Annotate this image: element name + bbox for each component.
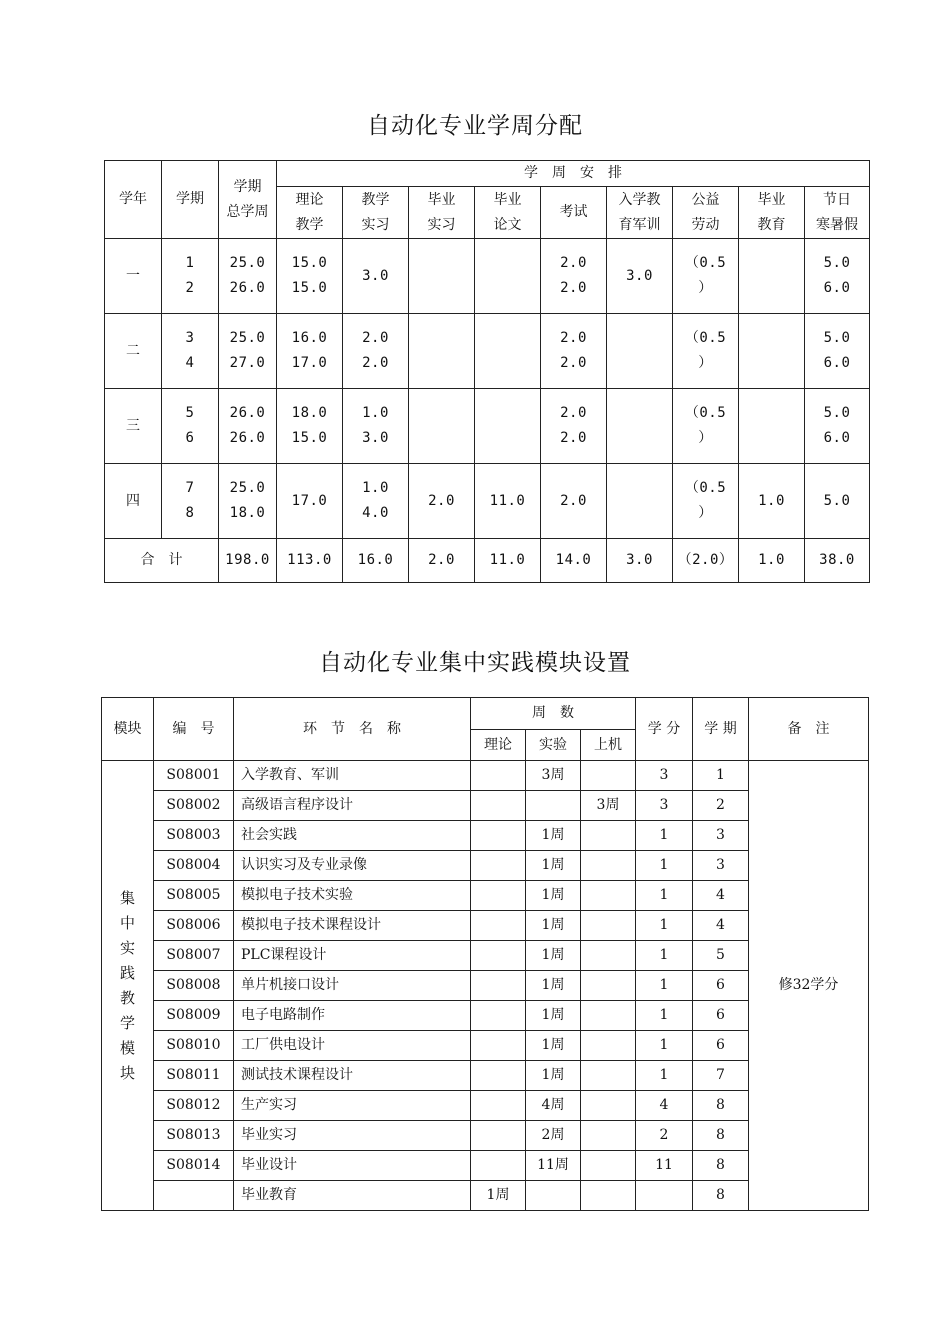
public-labor-weeks-line1: （0.5: [684, 255, 727, 271]
row-name: 毕业实习: [234, 1121, 471, 1151]
row-name: 毕业设计: [234, 1151, 471, 1181]
theory-weeks-line2: 15.0: [291, 430, 328, 446]
thesis-weeks: [475, 314, 541, 389]
total-weeks: [219, 314, 277, 389]
row-semester: 6: [693, 1031, 749, 1061]
header-teaching-practice-line1: 教学: [361, 191, 390, 208]
row-credit: 1: [636, 821, 693, 851]
total-weeks-line1: 25.0: [229, 480, 266, 496]
grad-internship-weeks-line2: 2.0: [428, 492, 455, 509]
exam-weeks-line2: 2.0: [560, 430, 587, 446]
exam-weeks: [541, 464, 607, 539]
year-row: [105, 464, 870, 539]
row-semester: 6: [693, 971, 749, 1001]
row-credit: 1: [636, 851, 693, 881]
row-name: PLC课程设计: [234, 941, 471, 971]
total-weeks-line2: 18.0: [229, 505, 266, 521]
module-char: 学: [119, 1013, 135, 1032]
teaching-practice-weeks-line2: 2.0: [362, 355, 389, 371]
theory-weeks-line1: 15.0: [291, 255, 328, 271]
holiday-weeks-line1: 5.0: [823, 492, 851, 509]
header-thesis-line1: 毕业: [493, 191, 522, 208]
header-thesis: [475, 187, 541, 239]
semester-numbers-line2: 8: [185, 505, 195, 521]
row-credit: 1: [636, 1061, 693, 1091]
row-experiment-weeks: 1周: [526, 821, 581, 851]
total-weeks: [219, 389, 277, 464]
public-labor-weeks-line1: （0.5: [684, 330, 727, 346]
public-labor-weeks-line2: ）: [698, 355, 713, 371]
row-experiment-weeks: 1周: [526, 1061, 581, 1091]
module-char: 教: [119, 988, 135, 1007]
exam-weeks: [541, 239, 607, 314]
military-weeks: [607, 464, 673, 539]
holiday-weeks-line2: 6.0: [823, 280, 851, 296]
theory-weeks: [277, 389, 343, 464]
header-semester: 学 期: [693, 698, 749, 761]
teaching-practice-weeks: [343, 464, 409, 539]
header-code: 编 号: [154, 698, 234, 761]
row-semester: 8: [693, 1181, 749, 1211]
header-public-labor-line1: 公益: [691, 191, 720, 208]
header-grad-education-line2: 教育: [757, 216, 786, 233]
row-code: S08012: [154, 1091, 234, 1121]
exam-weeks-line1: 2.0: [560, 255, 587, 271]
header-remark: 备 注: [749, 698, 869, 761]
teaching-practice-weeks-line1: 2.0: [362, 330, 389, 346]
military-weeks-line1: 3.0: [626, 267, 653, 284]
semester-numbers-line1: 5: [185, 405, 195, 421]
row-name: 模拟电子技术实验: [234, 881, 471, 911]
row-experiment-weeks: [526, 1181, 581, 1211]
semester-numbers: [162, 464, 219, 539]
header-military-training-line1: 入学教: [618, 191, 661, 208]
semester-numbers: [162, 314, 219, 389]
exam-weeks-line2: 2.0: [560, 355, 587, 371]
row-computer-weeks: [581, 1181, 636, 1211]
row-semester: 3: [693, 821, 749, 851]
row-theory-weeks: [471, 1001, 526, 1031]
row-theory-weeks: [471, 881, 526, 911]
public-labor-weeks: [673, 314, 739, 389]
row-code: S08001: [154, 761, 234, 791]
total-total: 198.0: [219, 539, 277, 583]
row-experiment-weeks: 1周: [526, 941, 581, 971]
header-arrangement: 学 周 安 排: [277, 161, 870, 187]
row-credit: 2: [636, 1121, 693, 1151]
exam-weeks: [541, 389, 607, 464]
row-code: S08004: [154, 851, 234, 881]
row-semester: 1: [693, 761, 749, 791]
semester-numbers-line1: 3: [185, 330, 195, 346]
header-name: 环 节 名 称: [234, 698, 471, 761]
teaching-practice-weeks: [343, 314, 409, 389]
exam-weeks-line1: 2.0: [560, 492, 587, 509]
exam-weeks-line1: 2.0: [560, 405, 587, 421]
row-credit: 1: [636, 941, 693, 971]
header-grad-education: [739, 187, 805, 239]
header-total-weeks-line2: 总学周: [226, 203, 269, 220]
row-semester: 8: [693, 1121, 749, 1151]
row-theory-weeks: 1周: [471, 1181, 526, 1211]
row-name: 社会实践: [234, 821, 471, 851]
row-name: 单片机接口设计: [234, 971, 471, 1001]
module-char: 块: [119, 1063, 135, 1082]
module-char: 中: [119, 913, 135, 932]
teaching-practice-weeks-line2: 3.0: [362, 267, 389, 284]
total-weeks: [219, 464, 277, 539]
total-thesis: 11.0: [475, 539, 541, 583]
row-computer-weeks: [581, 971, 636, 1001]
header-total-weeks-line1: 学期: [233, 178, 262, 195]
grad-education-weeks: [739, 314, 805, 389]
header-holiday-line2: 寒暑假: [816, 216, 858, 233]
header-holiday-line1: 节日: [823, 191, 851, 208]
total-weeks-line2: 26.0: [229, 280, 266, 296]
grad-internship-weeks: [409, 314, 475, 389]
row-computer-weeks: [581, 1091, 636, 1121]
year-label: 一: [105, 239, 162, 314]
teaching-practice-weeks: [343, 239, 409, 314]
header-theory-line1: 理论: [295, 191, 324, 208]
total-holiday: 38.0: [805, 539, 870, 583]
row-semester: 5: [693, 941, 749, 971]
row-semester: 7: [693, 1061, 749, 1091]
holiday-weeks-line1: 5.0: [823, 255, 851, 271]
row-experiment-weeks: 1周: [526, 881, 581, 911]
row-computer-weeks: [581, 881, 636, 911]
table1-title: 自动化专业学周分配: [367, 113, 583, 139]
semester-numbers-line2: 4: [185, 355, 195, 371]
row-computer-weeks: [581, 1001, 636, 1031]
public-labor-weeks-line1: （0.5: [684, 405, 727, 421]
theory-weeks-line2: 17.0: [291, 355, 328, 371]
public-labor-weeks: [673, 389, 739, 464]
row-semester: 2: [693, 791, 749, 821]
row-theory-weeks: [471, 791, 526, 821]
row-theory-weeks: [471, 911, 526, 941]
teaching-practice-weeks-line2: 3.0: [362, 430, 389, 446]
year-row: [105, 389, 870, 464]
header-total-weeks: [219, 161, 277, 239]
row-computer-weeks: 3周: [581, 791, 636, 821]
total-teaching: 16.0: [343, 539, 409, 583]
header-military-training-line2: 育军训: [618, 216, 661, 233]
header-credit: 学 分: [636, 698, 693, 761]
row-name: 模拟电子技术课程设计: [234, 911, 471, 941]
thesis-weeks: [475, 239, 541, 314]
row-theory-weeks: [471, 761, 526, 791]
total-weeks-line1: 26.0: [229, 405, 266, 421]
row-code: S08003: [154, 821, 234, 851]
module-char: 实: [119, 938, 135, 957]
header-semester: 学期: [162, 161, 219, 239]
theory-weeks-line1: 17.0: [291, 492, 328, 509]
row-code: S08007: [154, 941, 234, 971]
teaching-practice-weeks-line1: 1.0: [362, 405, 389, 421]
total-weeks-line2: 27.0: [229, 355, 266, 371]
year-label: 三: [105, 389, 162, 464]
year-label: 四: [105, 464, 162, 539]
practice-module-table: [101, 697, 869, 1211]
exam-weeks-line1: 2.0: [560, 330, 587, 346]
semester-numbers: [162, 239, 219, 314]
teaching-practice-weeks: [343, 389, 409, 464]
header-grad-internship: [409, 187, 475, 239]
holiday-weeks: [805, 389, 870, 464]
row-computer-weeks: [581, 1061, 636, 1091]
row-code: S08014: [154, 1151, 234, 1181]
row-credit: 1: [636, 881, 693, 911]
total-theory: 113.0: [277, 539, 343, 583]
row-experiment-weeks: 3周: [526, 761, 581, 791]
row-code: S08005: [154, 881, 234, 911]
row-code: S08013: [154, 1121, 234, 1151]
row-experiment-weeks: 1周: [526, 971, 581, 1001]
row-code: [154, 1181, 234, 1211]
public-labor-weeks: [673, 239, 739, 314]
row-code: S08008: [154, 971, 234, 1001]
row-credit: 4: [636, 1091, 693, 1121]
row-credit: 1: [636, 1001, 693, 1031]
military-weeks: [607, 239, 673, 314]
public-labor-weeks-line2: ）: [698, 280, 713, 296]
row-theory-weeks: [471, 1091, 526, 1121]
theory-weeks: [277, 464, 343, 539]
row-name: 入学教育、军训: [234, 761, 471, 791]
total-grad-intern: 2.0: [409, 539, 475, 583]
row-name: 生产实习: [234, 1091, 471, 1121]
public-labor-weeks-line2: ）: [698, 505, 713, 521]
row-name: 电子电路制作: [234, 1001, 471, 1031]
row-semester: 4: [693, 911, 749, 941]
thesis-weeks-line2: 11.0: [489, 492, 526, 509]
row-experiment-weeks: 1周: [526, 1001, 581, 1031]
header-thesis-line2: 论文: [493, 216, 522, 233]
header-year: 学年: [105, 161, 162, 239]
row-name: 毕业教育: [234, 1181, 471, 1211]
module-char: 践: [119, 963, 135, 982]
theory-weeks-line1: 16.0: [291, 330, 328, 346]
row-name: 工厂供电设计: [234, 1031, 471, 1061]
row-code: S08006: [154, 911, 234, 941]
total-labor: （2.0）: [673, 539, 739, 583]
exam-weeks-line2: 2.0: [560, 280, 587, 296]
row-credit: 1: [636, 1031, 693, 1061]
military-weeks: [607, 314, 673, 389]
row-experiment-weeks: 11周: [526, 1151, 581, 1181]
total-exam: 14.0: [541, 539, 607, 583]
holiday-weeks-line1: 5.0: [823, 330, 851, 346]
module-char: 模: [119, 1038, 135, 1057]
public-labor-weeks-line1: （0.5: [684, 480, 727, 496]
teaching-practice-weeks-line2: 4.0: [362, 505, 389, 521]
grad-education-weeks: [739, 389, 805, 464]
header-weeks-theory: 理论: [471, 730, 526, 761]
row-experiment-weeks: 1周: [526, 1031, 581, 1061]
semester-numbers-line1: 1: [185, 255, 195, 271]
header-public-labor-line2: 劳动: [691, 216, 720, 233]
teaching-practice-weeks-line1: 1.0: [362, 480, 389, 496]
grad-education-weeks-line2: 1.0: [758, 492, 785, 509]
year-label: 二: [105, 314, 162, 389]
row-computer-weeks: [581, 1151, 636, 1181]
grad-education-weeks: [739, 239, 805, 314]
holiday-weeks-line2: 6.0: [823, 355, 851, 371]
module-label: [102, 761, 154, 1211]
row-credit: 11: [636, 1151, 693, 1181]
exam-weeks: [541, 314, 607, 389]
row-semester: 8: [693, 1151, 749, 1181]
table2-title: 自动化专业集中实践模块设置: [319, 650, 631, 676]
row-theory-weeks: [471, 851, 526, 881]
total-weeks-line1: 25.0: [229, 255, 266, 271]
header-teaching-practice: [343, 187, 409, 239]
header-exam: 考试: [541, 187, 607, 239]
row-semester: 6: [693, 1001, 749, 1031]
row-computer-weeks: [581, 1121, 636, 1151]
row-computer-weeks: [581, 821, 636, 851]
public-labor-weeks: [673, 464, 739, 539]
row-computer-weeks: [581, 851, 636, 881]
row-experiment-weeks: 2周: [526, 1121, 581, 1151]
header-module: 模块: [102, 698, 154, 761]
row-theory-weeks: [471, 1061, 526, 1091]
header-military-training: [607, 187, 673, 239]
header-theory: [277, 187, 343, 239]
row-name: 测试技术课程设计: [234, 1061, 471, 1091]
holiday-weeks: [805, 464, 870, 539]
header-theory-line2: 教学: [295, 216, 324, 233]
theory-weeks-line2: 15.0: [291, 280, 328, 296]
header-public-labor: [673, 187, 739, 239]
total-weeks-line2: 26.0: [229, 430, 266, 446]
year-row: [105, 314, 870, 389]
row-theory-weeks: [471, 941, 526, 971]
total-military: 3.0: [607, 539, 673, 583]
semester-numbers-line2: 6: [185, 430, 195, 446]
header-weeks-computer: 上机: [581, 730, 636, 761]
row-name: 认识实习及专业录像: [234, 851, 471, 881]
military-weeks: [607, 389, 673, 464]
public-labor-weeks-line2: ）: [698, 430, 713, 446]
row-credit: 1: [636, 971, 693, 1001]
semester-numbers-line2: 2: [185, 280, 195, 296]
row-name: 高级语言程序设计: [234, 791, 471, 821]
row-credit: 3: [636, 791, 693, 821]
row-experiment-weeks: [526, 791, 581, 821]
row-computer-weeks: [581, 1031, 636, 1061]
row-semester: 3: [693, 851, 749, 881]
row-code: S08002: [154, 791, 234, 821]
row-computer-weeks: [581, 761, 636, 791]
holiday-weeks: [805, 314, 870, 389]
header-weeks: 周 数: [471, 698, 636, 730]
row-computer-weeks: [581, 911, 636, 941]
row-computer-weeks: [581, 941, 636, 971]
theory-weeks-line1: 18.0: [291, 405, 328, 421]
row-theory-weeks: [471, 971, 526, 1001]
header-grad-education-line1: 毕业: [757, 191, 786, 208]
row-credit: [636, 1181, 693, 1211]
remark-cell: 修32学分: [749, 761, 869, 1211]
header-teaching-practice-line2: 实习: [361, 216, 390, 233]
grad-internship-weeks: [409, 239, 475, 314]
row-credit: 3: [636, 761, 693, 791]
semester-numbers-line1: 7: [185, 480, 195, 496]
row-experiment-weeks: 4周: [526, 1091, 581, 1121]
module-char: 集: [119, 888, 135, 907]
row-theory-weeks: [471, 1031, 526, 1061]
row-experiment-weeks: 1周: [526, 851, 581, 881]
total-weeks: [219, 239, 277, 314]
row-experiment-weeks: 1周: [526, 911, 581, 941]
total-grad-edu: 1.0: [739, 539, 805, 583]
semester-numbers: [162, 389, 219, 464]
header-holiday: [805, 187, 870, 239]
total-row: [105, 539, 870, 583]
holiday-weeks-line1: 5.0: [823, 405, 851, 421]
row-semester: 4: [693, 881, 749, 911]
year-row: [105, 239, 870, 314]
thesis-weeks: [475, 464, 541, 539]
theory-weeks: [277, 239, 343, 314]
row-semester: 8: [693, 1091, 749, 1121]
total-label: 合 计: [105, 539, 219, 583]
thesis-weeks: [475, 389, 541, 464]
header-grad-internship-line2: 实习: [427, 216, 456, 233]
table-row: [102, 761, 869, 791]
row-theory-weeks: [471, 821, 526, 851]
row-credit: 1: [636, 911, 693, 941]
header-weeks-experiment: 实验: [526, 730, 581, 761]
total-weeks-line1: 25.0: [229, 330, 266, 346]
holiday-weeks-line2: 6.0: [823, 430, 851, 446]
grad-internship-weeks: [409, 464, 475, 539]
row-code: S08011: [154, 1061, 234, 1091]
row-theory-weeks: [471, 1151, 526, 1181]
theory-weeks: [277, 314, 343, 389]
row-code: S08010: [154, 1031, 234, 1061]
row-theory-weeks: [471, 1121, 526, 1151]
grad-internship-weeks: [409, 389, 475, 464]
row-code: S08009: [154, 1001, 234, 1031]
header-grad-internship-line1: 毕业: [427, 191, 456, 208]
grad-education-weeks: [739, 464, 805, 539]
week-allocation-table: [104, 160, 870, 583]
holiday-weeks: [805, 239, 870, 314]
